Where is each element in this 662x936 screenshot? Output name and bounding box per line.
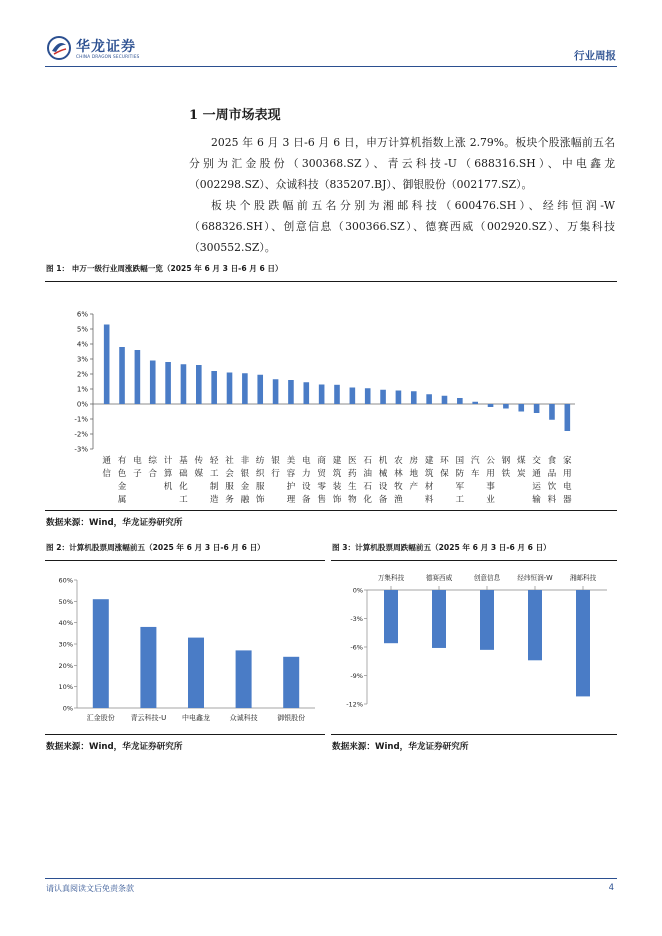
bar xyxy=(319,385,325,405)
figure1-chart xyxy=(45,292,617,508)
figure3-source: 数据来源：Wind，华龙证券研究所 xyxy=(332,742,469,752)
x-category-label: 纺织服饰 xyxy=(255,456,265,505)
x-category-label: 钢铁 xyxy=(501,456,511,479)
figure3-top-rule xyxy=(331,560,617,561)
x-category-label: 有色金属 xyxy=(117,456,127,505)
bar xyxy=(227,373,233,405)
bar xyxy=(411,391,417,404)
x-category-label: 家用电器 xyxy=(563,456,572,505)
x-category-label: 创意信息 xyxy=(473,574,501,582)
bar xyxy=(432,590,446,648)
bar xyxy=(518,404,524,412)
figure2-top-rule xyxy=(45,560,325,561)
x-category-label: 通信 xyxy=(102,456,111,479)
figure3-chart xyxy=(331,566,617,732)
bar xyxy=(236,650,252,708)
y-tick-label: 60% xyxy=(58,576,73,585)
page-number: 4 xyxy=(608,883,614,893)
figure2-chart xyxy=(45,566,325,732)
bar xyxy=(135,350,141,404)
x-category-label: 非银金融 xyxy=(240,456,250,505)
x-category-label: 中电鑫龙 xyxy=(182,714,210,722)
x-category-label: 环保 xyxy=(440,456,449,479)
x-category-label: 国防军工 xyxy=(455,456,465,505)
x-category-label: 德赛西威 xyxy=(425,574,453,582)
x-category-label: 御银股份 xyxy=(277,714,306,722)
x-category-label: 建筑装饰 xyxy=(332,456,342,505)
bar xyxy=(472,402,478,404)
y-tick-label: 4% xyxy=(76,340,88,349)
figure1-title: 图 1： 申万一级行业周涨跌幅一览（2025 年 6 月 3 日-6 月 6 日） xyxy=(46,264,283,273)
y-tick-label: -3% xyxy=(74,445,88,454)
bar xyxy=(549,404,555,420)
y-tick-label: 5% xyxy=(76,325,88,334)
y-tick-label: 0% xyxy=(76,400,88,409)
figure3-title: 图 3：计算机股票周跌幅前五（2025 年 6 月 3 日-6 月 6 日） xyxy=(332,543,551,552)
bar xyxy=(534,404,540,413)
bar xyxy=(273,379,279,404)
bar xyxy=(165,362,171,404)
y-tick-label: 0% xyxy=(62,704,73,713)
bar xyxy=(181,364,187,404)
x-category-label: 医药生物 xyxy=(348,456,357,505)
bar xyxy=(303,382,309,404)
bar xyxy=(288,380,294,404)
footer-divider xyxy=(45,878,617,879)
bar xyxy=(242,373,248,404)
x-category-label: 综合 xyxy=(148,456,158,479)
y-tick-label: 50% xyxy=(58,597,73,606)
bar xyxy=(503,404,509,409)
bar xyxy=(426,394,432,404)
x-category-label: 众诚科技 xyxy=(229,714,258,722)
y-tick-label: -6% xyxy=(350,643,363,652)
bar xyxy=(480,590,494,650)
y-tick-label: -1% xyxy=(74,415,88,424)
bar xyxy=(565,404,571,431)
x-category-label: 湘邮科技 xyxy=(569,574,597,582)
report-type-label: 行业周报 xyxy=(574,50,616,62)
logo-text: 华龙证券 xyxy=(76,39,136,55)
y-tick-label: -9% xyxy=(350,672,363,680)
x-category-label: 电力设备 xyxy=(301,456,311,505)
bar xyxy=(188,638,204,708)
x-category-label: 传媒 xyxy=(194,456,204,479)
bar xyxy=(350,388,356,405)
y-tick-label: -12% xyxy=(346,700,363,709)
x-category-label: 万集科技 xyxy=(377,574,405,582)
figure2-bottom-rule xyxy=(45,734,325,735)
bar xyxy=(365,388,371,404)
bar xyxy=(140,627,156,708)
x-category-label: 商贸零售 xyxy=(317,456,326,505)
x-category-label: 美容护理 xyxy=(286,456,296,505)
bar xyxy=(442,396,448,404)
bar xyxy=(211,371,217,404)
x-category-label: 银行 xyxy=(271,456,280,479)
figure1-source: 数据来源：Wind，华龙证券研究所 xyxy=(46,518,183,528)
bar xyxy=(528,590,542,660)
x-category-label: 轻工制造 xyxy=(209,456,219,505)
bar xyxy=(104,325,110,405)
header-divider xyxy=(45,66,617,67)
section-heading: 1 一周市场表现 xyxy=(189,108,281,123)
figure1-top-rule xyxy=(45,281,617,282)
x-category-label: 基础化工 xyxy=(179,456,188,505)
bar xyxy=(457,398,463,404)
bar xyxy=(257,375,263,404)
bar xyxy=(334,385,340,404)
x-category-label: 汇金股份 xyxy=(86,714,115,722)
disclaimer-link[interactable]: 请认真阅读文后免责条款 xyxy=(46,884,134,893)
figure1-bottom-rule xyxy=(45,510,617,511)
bar xyxy=(380,390,386,404)
bar xyxy=(283,657,299,708)
y-tick-label: 40% xyxy=(58,619,73,628)
x-category-label: 汽车 xyxy=(470,456,480,479)
y-tick-label: 20% xyxy=(58,661,73,670)
x-category-label: 青云科技-U xyxy=(130,714,167,722)
x-category-label: 经纬恒润-W xyxy=(517,574,553,582)
company-logo-icon xyxy=(47,36,71,60)
x-category-label: 农林牧渔 xyxy=(394,456,403,505)
x-category-label: 石油石化 xyxy=(363,456,373,505)
x-category-label: 食品饮料 xyxy=(547,456,557,505)
paragraph-losers: 板块个股跌幅前五名分别为湘邮科技（600476.SH）、经纬恒润-W（688326.SH）、创意信息（300366.SZ）、德赛西威（002920.SZ）、万集科技（300552.SZ）。 xyxy=(189,199,615,254)
x-category-label: 房地产 xyxy=(409,456,419,492)
y-tick-label: 30% xyxy=(58,640,73,649)
x-category-label: 社会服务 xyxy=(225,456,234,505)
paragraph-gainers: 2025 年 6 月 3 日-6 月 6 日，申万计算机指数上涨 2.79%。板块个股涨幅前五名分别为汇金股份（300368.SZ）、青云科技-U（688316.SH）、中电鑫龙（002298.SZ）、众诚科技（835207.BJ）、御银股份（002177.SZ）。 xyxy=(189,136,615,191)
y-tick-label: 10% xyxy=(58,683,73,692)
x-category-label: 计算机 xyxy=(163,456,173,492)
logo-english-text: CHINA DRAGON SECURITIES xyxy=(76,54,140,59)
y-tick-label: -2% xyxy=(74,430,88,439)
figure2-source: 数据来源：Wind，华龙证券研究所 xyxy=(46,742,183,752)
x-category-label: 机械设备 xyxy=(378,456,388,505)
y-tick-label: 3% xyxy=(76,355,88,364)
bar xyxy=(196,365,202,404)
bar xyxy=(119,347,125,404)
bar xyxy=(576,590,590,696)
figure2-title: 图 2：计算机股票周涨幅前五（2025 年 6 月 3 日-6 月 6 日） xyxy=(46,543,265,552)
y-tick-label: 6% xyxy=(76,310,88,319)
bar xyxy=(150,361,156,405)
bar xyxy=(396,391,402,405)
y-tick-label: 2% xyxy=(76,370,88,379)
x-category-label: 煤炭 xyxy=(516,456,526,479)
bar xyxy=(384,590,398,643)
y-tick-label: 1% xyxy=(76,385,88,394)
bar xyxy=(93,599,109,708)
x-category-label: 建筑材料 xyxy=(424,456,434,505)
x-category-label: 电子 xyxy=(133,456,142,479)
x-category-label: 交通运输 xyxy=(532,456,541,505)
y-tick-label: -3% xyxy=(350,615,363,623)
bar xyxy=(488,404,494,407)
figure3-bottom-rule xyxy=(331,734,617,735)
x-category-label: 公用事业 xyxy=(486,456,495,505)
y-tick-label: 0% xyxy=(352,586,363,595)
